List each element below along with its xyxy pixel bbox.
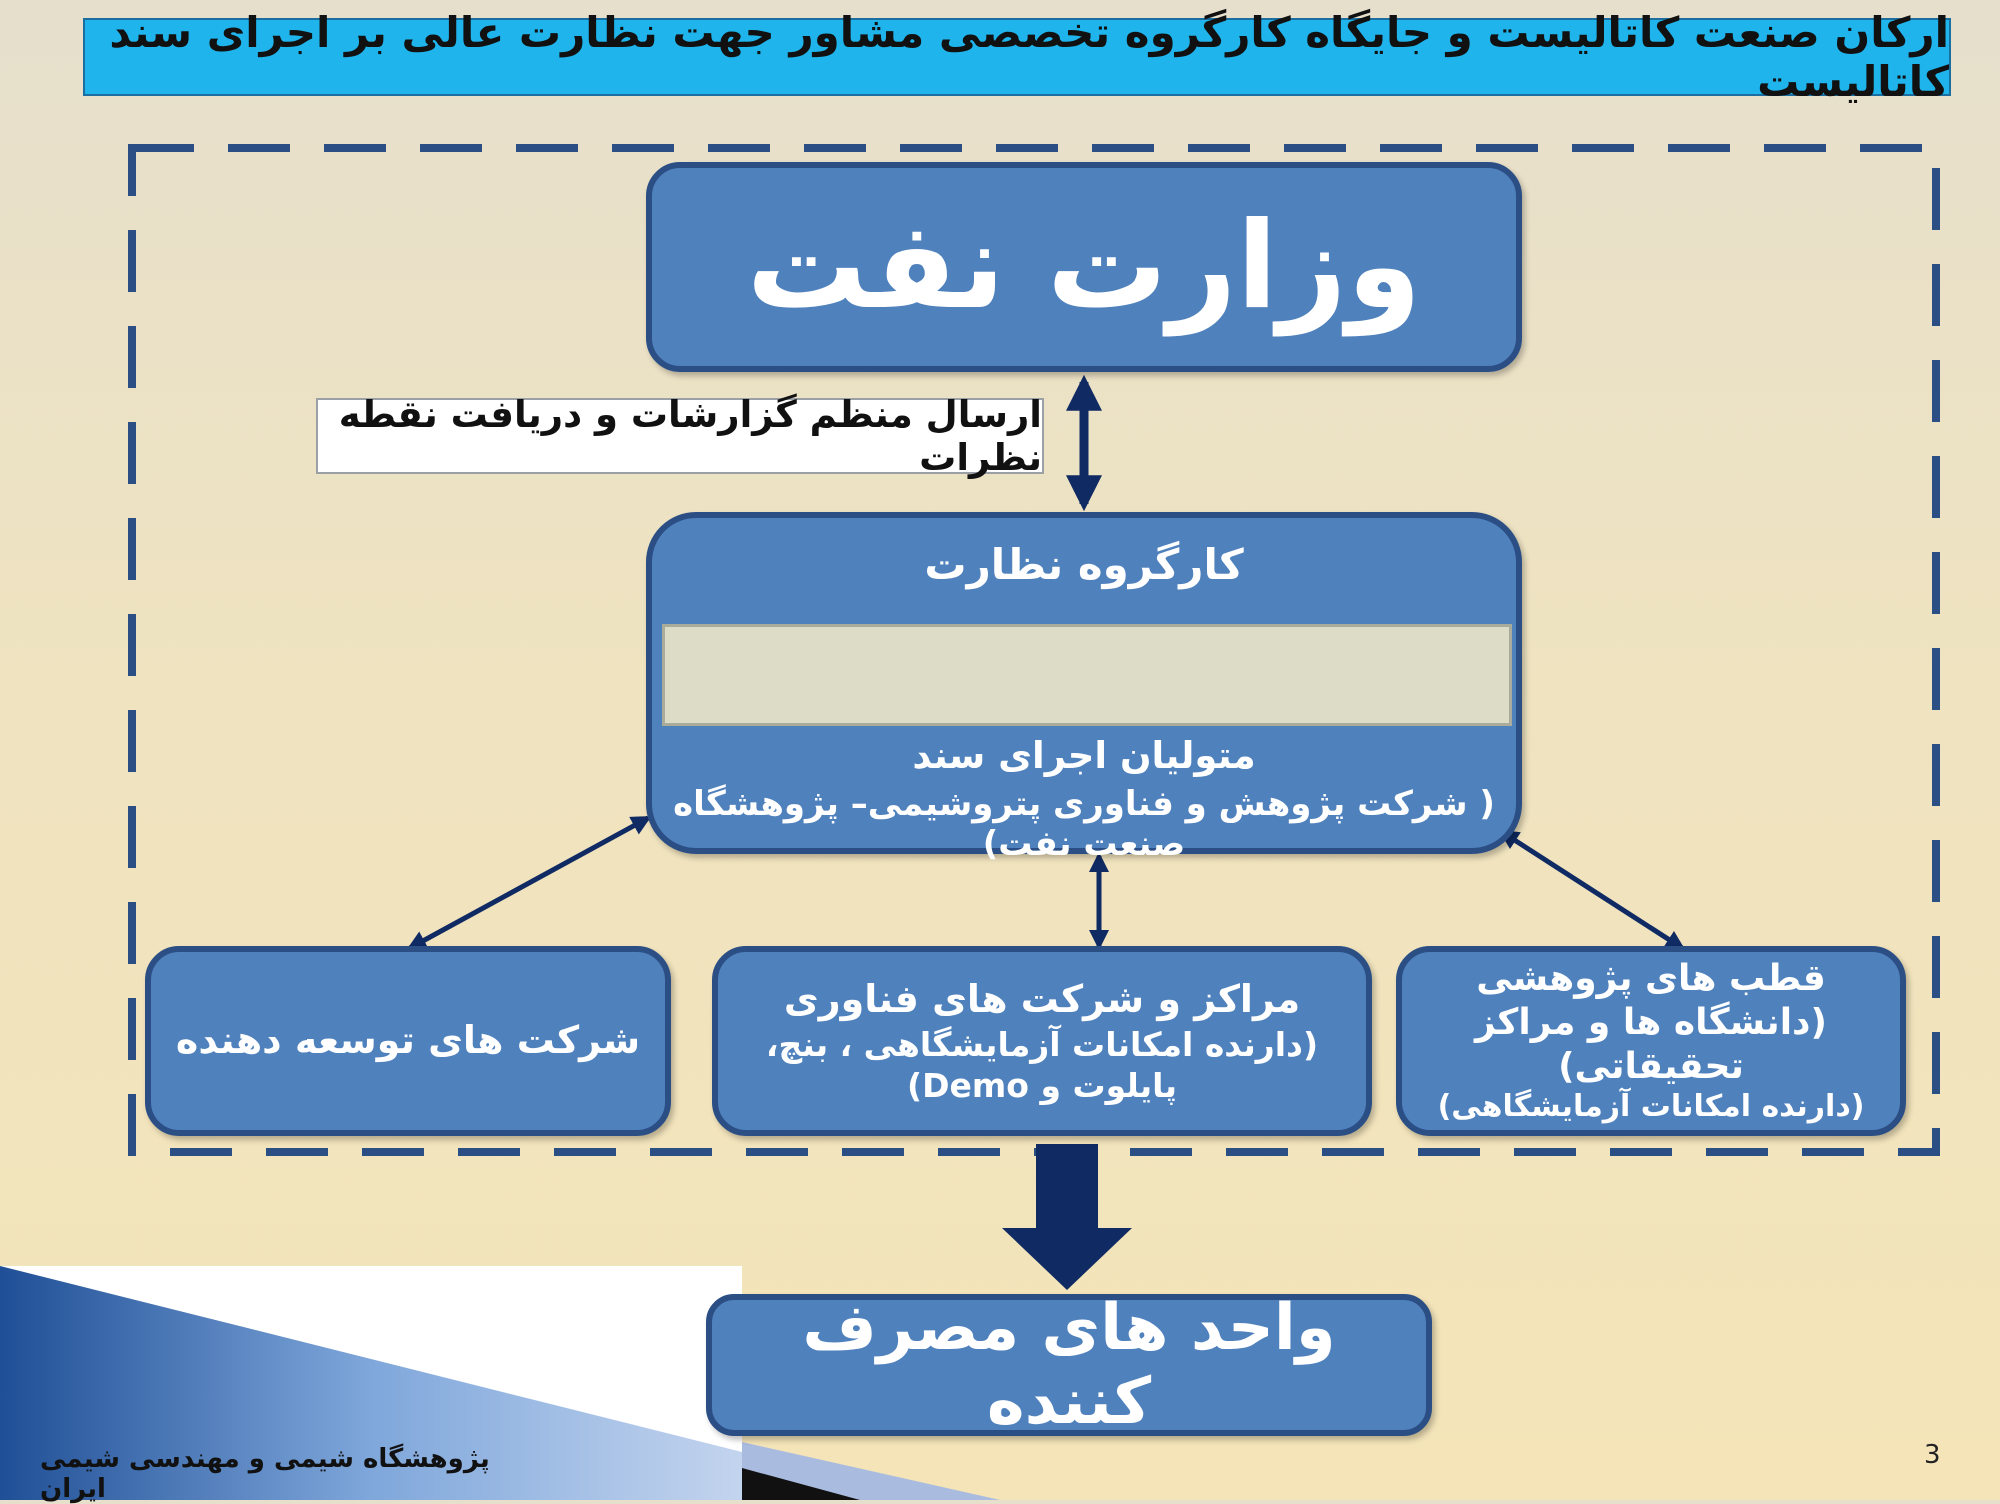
arrow-to-research-poles <box>1502 832 1682 948</box>
research-poles-line3: تحقیقاتی) <box>1558 1045 1744 1087</box>
custodians-detail: ( شرکت پژوهش و فناوری پتروشیمی– پژوهشگاه صنعت نفت) <box>673 784 1495 864</box>
development-companies-label: شرکت های توسعه دهنده <box>175 1018 641 1063</box>
tech-centers-box <box>712 946 1372 1136</box>
research-poles-line1: قطب های پژوهشی <box>1476 957 1826 999</box>
research-poles-line4: (دارنده امکانات آزمایشگاهی) <box>1437 1088 1865 1124</box>
slide-title: ارکان صنعت کاتالیست و جایگاه کارگروه تخصصی مشاور جهت نظارت عالی بر اجرای سند کاتالیست <box>83 18 1951 96</box>
workgroup-inner-panel <box>662 624 1512 726</box>
ministry-label: وزارت نفت <box>746 197 1422 336</box>
research-poles-line2: (دانشگاه ها و مراکز <box>1475 1001 1827 1043</box>
down-arrow-to-consumers <box>1002 1144 1132 1290</box>
page-number: 3 <box>1924 1440 1941 1470</box>
consumer-units-label: واحد های مصرف کننده <box>802 1291 1336 1439</box>
arrow-to-development <box>410 818 648 948</box>
tech-centers-line2: (دارنده امکانات آزمایشگاهی ، بنچ، <box>765 1024 1319 1064</box>
tech-centers-line3: پایلوت و Demo) <box>907 1065 1177 1105</box>
footer-institute: پژوهشگاه شیمی و مهندسی شیمی ایران <box>40 1444 490 1504</box>
ministry-box <box>646 162 1522 372</box>
report-label: ارسال منظم گزارشات و دریافت نقطه نظرات <box>316 398 1044 474</box>
workgroup-title: کارگروه نظارت <box>924 540 1244 589</box>
tech-centers-line1: مراکز و شرکت های فناوری <box>783 977 1301 1021</box>
development-companies-box <box>145 946 671 1136</box>
custodians-label: متولیان اجرای سند <box>912 734 1256 777</box>
research-poles-box <box>1396 946 1906 1136</box>
consumer-units-box <box>706 1291 1432 1439</box>
workgroup-box <box>646 512 1522 864</box>
